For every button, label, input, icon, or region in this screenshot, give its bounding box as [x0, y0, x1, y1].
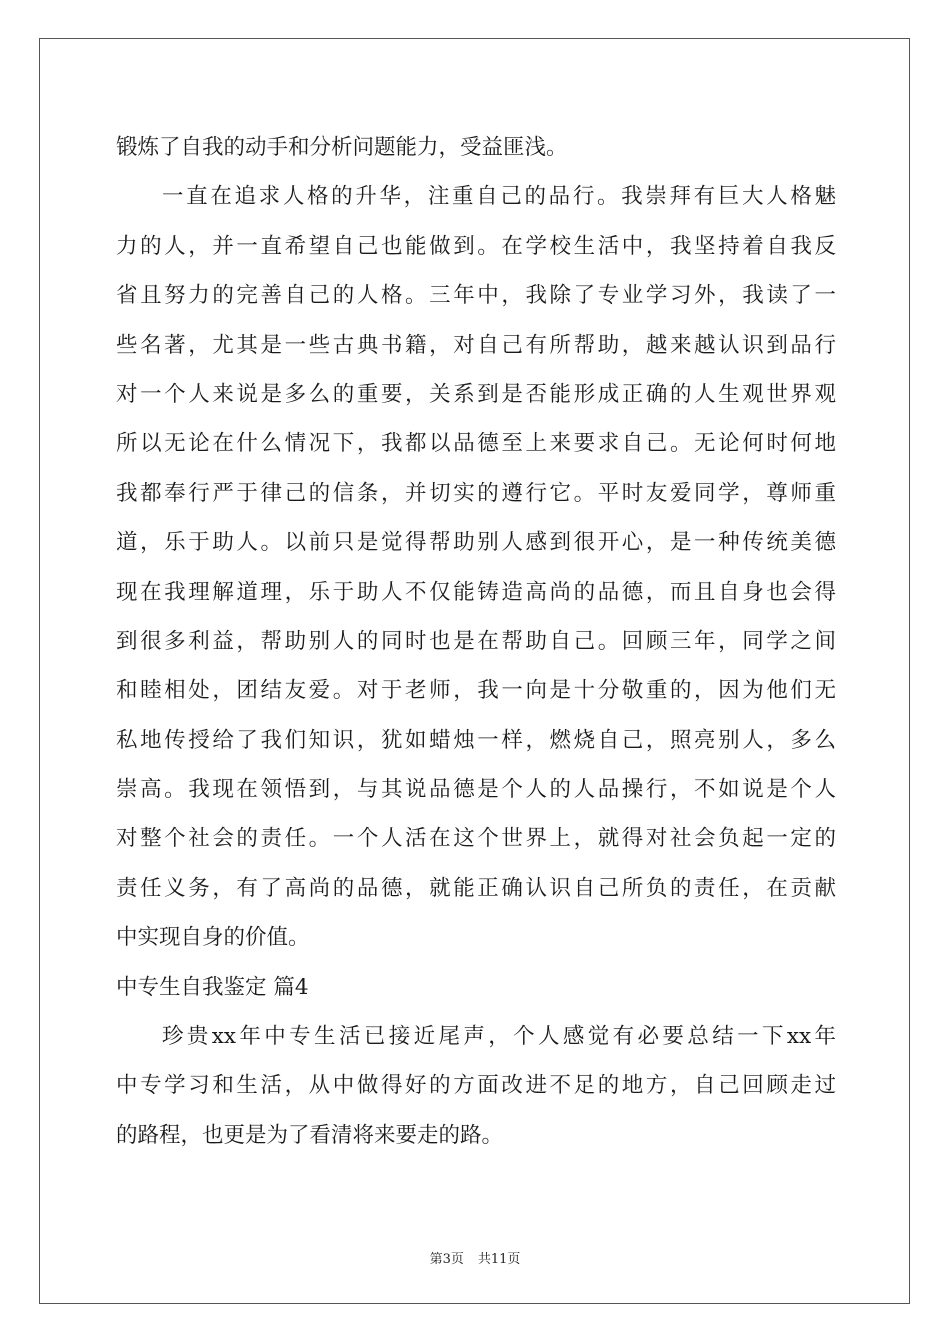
- text-line: 对整个社会的责任。一个人活在这个世界上，就得对社会负起一定的: [116, 826, 836, 852]
- text-line: 责任义务，有了高尚的品德，就能正确认识自己所负的责任，在贡献: [116, 875, 836, 901]
- text-line: 些名著，尤其是一些古典书籍，对自己有所帮助，越来越认识到品行: [116, 332, 836, 358]
- text-line: 中实现自身的价值。: [116, 925, 310, 951]
- text-line: 所以无论在什么情况下，我都以品德至上来要求自己。无论何时何地: [116, 431, 836, 457]
- document-body: [116, 123, 836, 1160]
- text-line: 省且努力的完善自己的人格。三年中，我除了专业学习外，我读了一: [116, 283, 836, 309]
- section-heading: 中专生自我鉴定 篇4: [116, 974, 309, 1000]
- text-line: 一直在追求人格的升华，注重自己的品行。我崇拜有巨大人格魅: [162, 184, 836, 210]
- text-line: 和睦相处，团结友爱。对于老师，我一向是十分敬重的，因为他们无: [116, 678, 836, 704]
- page-number: 第3页: [429, 1252, 464, 1267]
- text-line: 中专学习和生活，从中做得好的方面改进不足的地方，自己回顾走过: [116, 1073, 836, 1099]
- text-line: 道，乐于助人。以前只是觉得帮助别人感到很开心，是一种传统美德: [116, 530, 836, 556]
- text-line: 现在我理解道理，乐于助人不仅能铸造高尚的品德，而且自身也会得: [116, 579, 836, 605]
- text-line: 崇高。我现在领悟到，与其说品德是个人的人品操行，不如说是个人: [116, 777, 836, 803]
- page-total: 共11页: [477, 1252, 521, 1267]
- page-footer: [0, 1248, 950, 1267]
- text-line: 珍贵xx年中专生活已接近尾声，个人感觉有必要总结一下xx年: [162, 1024, 836, 1050]
- text-line: 力的人，并一直希望自己也能做到。在学校生活中，我坚持着自我反: [116, 233, 836, 259]
- text-line: 我都奉行严于律己的信条，并切实的遵行它。平时友爱同学，尊师重: [116, 480, 836, 506]
- text-line: 到很多利益，帮助别人的同时也是在帮助自己。回顾三年，同学之间: [116, 628, 836, 654]
- text-line: 对一个人来说是多么的重要，关系到是否能形成正确的人生观世界观: [116, 381, 836, 407]
- text-line: 私地传授给了我们知识，犹如蜡烛一样，燃烧自己，照亮别人，多么: [116, 727, 836, 753]
- text-line: 锻炼了自我的动手和分析问题能力，受益匪浅。: [116, 135, 568, 160]
- text-line: 的路程，也更是为了看清将来要走的路。: [116, 1122, 504, 1148]
